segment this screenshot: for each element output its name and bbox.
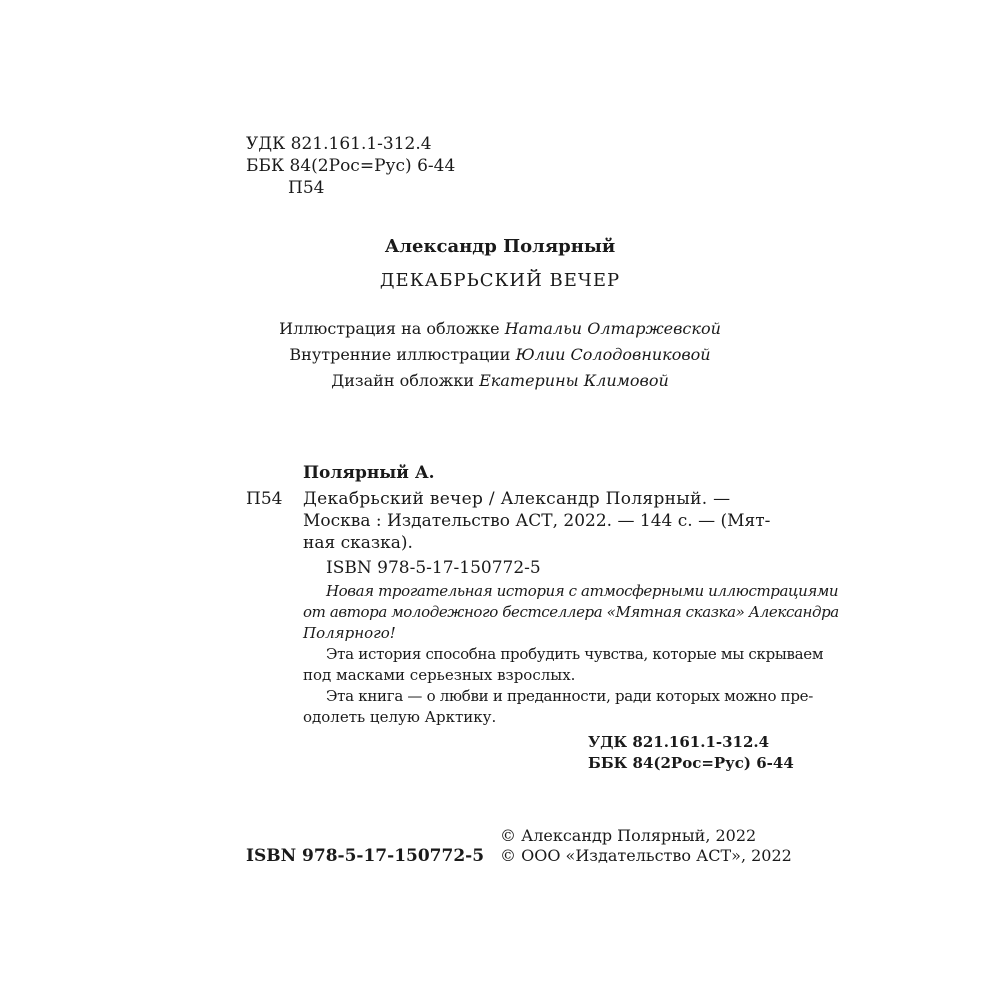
credit-label: Внутренние иллюстрации: [289, 345, 511, 364]
copyright-author: © Александр Полярный, 2022: [500, 826, 757, 845]
annotation-line: от автора молодежного бестселлера «Мятная сказка» Александра: [303, 603, 839, 621]
catalog-description-line: ная сказка).: [303, 533, 413, 553]
catalog-bbk: ББК 84(2Рос=Рус) 6-44: [588, 754, 794, 772]
credit-label: Иллюстрация на обложке: [279, 319, 500, 338]
annotation-line: Эта книга — о любви и преданности, ради которых можно пре-: [326, 687, 813, 705]
annotation-line: Эта история способна пробудить чувства, которые мы скрываем: [326, 645, 824, 663]
footer-isbn: ISBN 978-5-17-150772-5: [246, 846, 485, 866]
book-title: ДЕКАБРЬСКИЙ ВЕЧЕР: [379, 270, 621, 291]
annotation-line: под масками серьезных взрослых.: [303, 666, 576, 684]
annotation-line: Новая трогательная история с атмосферными иллюстрациями: [326, 582, 839, 600]
header-udk: УДК 821.161.1-312.4: [246, 134, 432, 154]
header-author-sign: П54: [288, 178, 325, 198]
catalog-sign: П54: [246, 489, 283, 509]
copyright-publisher: © ООО «Издательство АСТ», 2022: [500, 846, 792, 865]
catalog-isbn: ISBN 978-5-17-150772-5: [326, 558, 541, 578]
catalog-heading: Полярный А.: [303, 463, 435, 483]
credit-label: Дизайн обложки: [331, 371, 475, 390]
credit-cover-illustration: [246, 319, 754, 339]
annotation-line: одолеть целую Арктику.: [303, 708, 497, 726]
credit-name: Натальи Олтаржевской: [504, 319, 721, 338]
credit-name: Екатерины Климовой: [479, 371, 669, 390]
catalog-description-line: Декабрьский вечер / Александр Полярный. —: [303, 489, 731, 509]
catalog-udk: УДК 821.161.1-312.4: [588, 733, 770, 751]
catalog-description-line: Москва : Издательство АСТ, 2022. — 144 с. — (Мят-: [303, 511, 771, 531]
book-author: Александр Полярный: [384, 236, 616, 257]
header-bbk: ББК 84(2Рос=Рус) 6-44: [246, 156, 456, 176]
annotation-line: Полярного!: [303, 624, 396, 642]
credit-inner-illustrations: [246, 345, 754, 365]
credit-name: Юлии Солодовниковой: [515, 345, 711, 364]
credit-cover-design: [246, 371, 754, 391]
